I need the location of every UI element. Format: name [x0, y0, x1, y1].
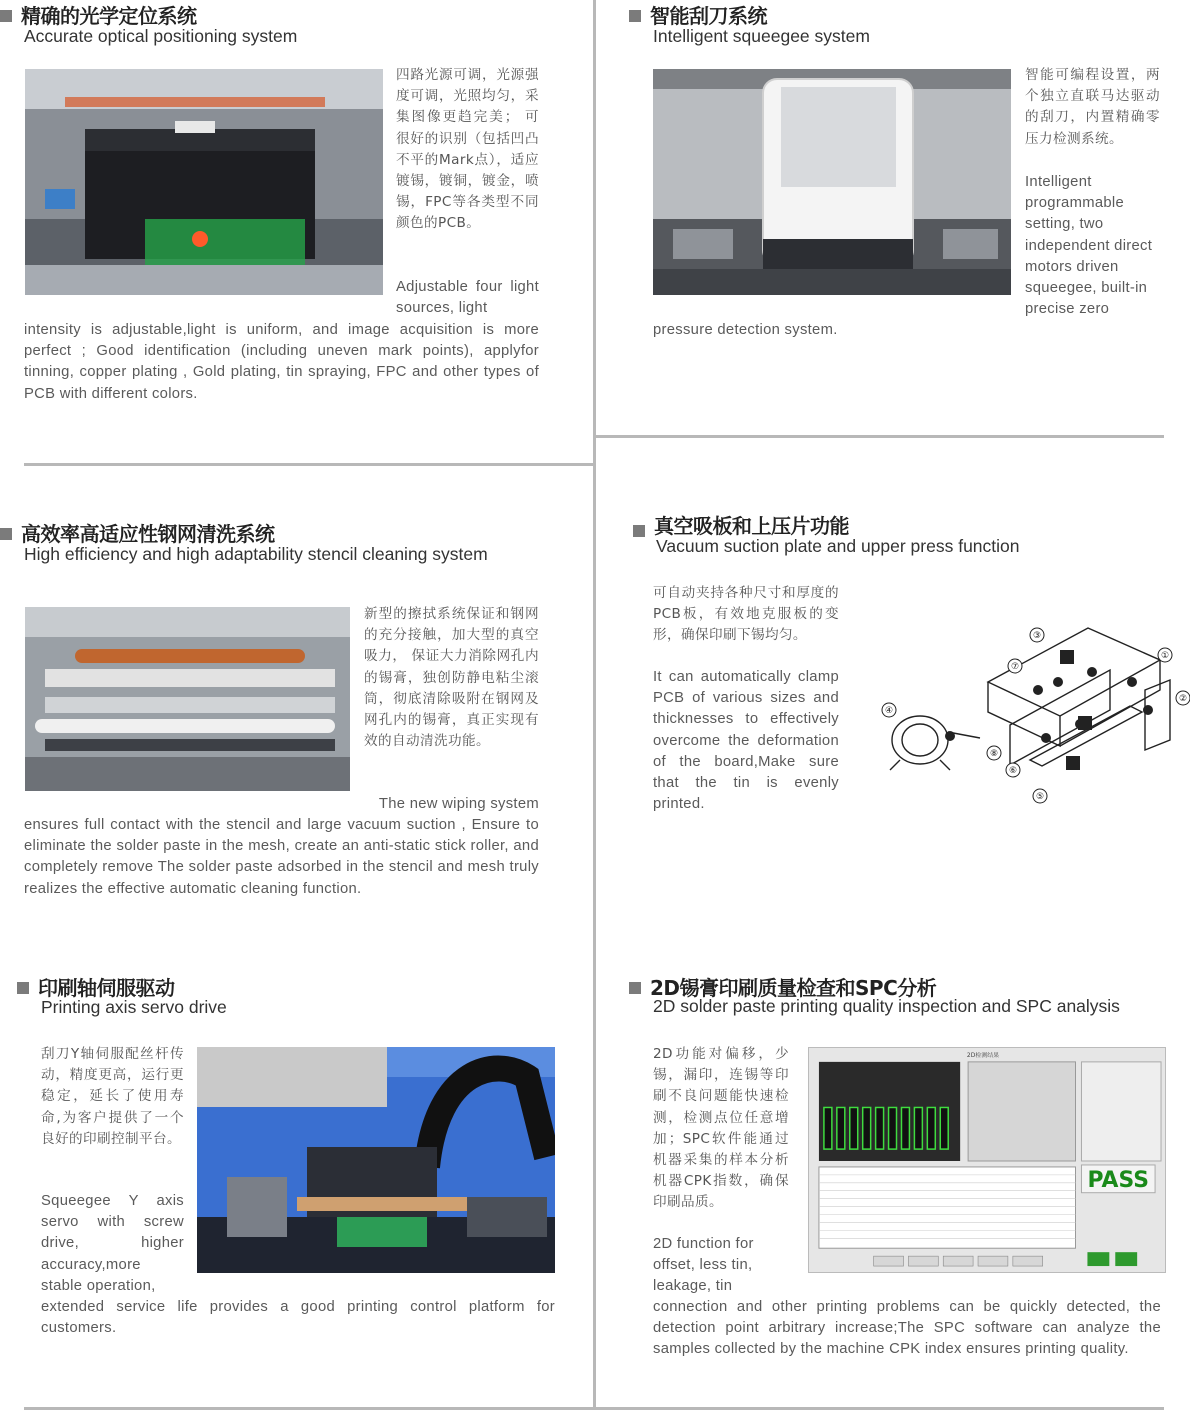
spc-desc-en-full: connection and other printing problems can be quickly detected, the detection point arbitrary increase;The SPC software can analyze the samples collected by the machine CPK index ensures printing quality. — [653, 1299, 1161, 1358]
diagram-label-5: ⑤ — [1035, 792, 1045, 802]
spc-pass-label: PASS — [1087, 1167, 1149, 1193]
squeegee-photo — [653, 69, 1011, 295]
diagram-label-2: ② — [1178, 694, 1188, 704]
cleaning-title-zh: 高效率高适应性钢网清洗系统 — [0, 518, 275, 547]
vacuum-diagram — [880, 620, 1190, 810]
cleaning-title-en: High efficiency and high adaptability stencil cleaning system — [24, 544, 488, 564]
divider-left-1 — [24, 463, 594, 466]
diagram-label-1: ① — [1160, 651, 1170, 661]
bullet-square-icon — [633, 525, 645, 537]
optical-desc-zh: 四路光源可调，光源强度可调，光照均匀，采集图像更趋完美； 可很好的识别（包括凹凸不平的Mark点），适应镀锡，镀铜，镀金，喷锡，FPC等各类型不同颜色的PCB。 — [396, 67, 539, 232]
spc-desc-zh: 2D功能对偏移，少锡，漏印，连锡等印刷不良问题能快速检测，检测点位任意增加；SPC软件能通过机器采集的样本分析机器CPK指数，确保印刷品质。 — [653, 1046, 789, 1211]
servo-desc-zh: 刮刀Y轴伺服配丝杆传动，精度更高，运行更稳定，延长了使用寿命,为客户提供了一个良好的印刷控制平台。 — [41, 1046, 184, 1147]
cleaning-photo — [25, 607, 350, 791]
spc-title-en: 2D solder paste printing quality inspection and SPC analysis — [653, 996, 1120, 1016]
diagram-label-6: ⑥ — [1008, 766, 1018, 776]
diagram-label-8: ⑧ — [989, 749, 999, 759]
spc-desc-en-side: 2D function for offset, less tin, leakage, tin — [653, 1236, 754, 1295]
spc-title-zh: 2D锡膏印刷质量检查和SPC分析 — [629, 972, 936, 1001]
squeegee-desc-en-full: pressure detection system. — [653, 322, 838, 338]
squeegee-title-en: Intelligent squeegee system — [653, 26, 870, 46]
cleaning-desc-zh: 新型的擦拭系统保证和钢网的充分接触，加大型的真空吸力， 保证大力消除网孔内的锡膏，独创防静电粘尘滚筒，彻底清除吸附在钢网及网孔内的锡膏，真正实现有效的自动清洗功能。 — [364, 606, 539, 750]
vacuum-title-en: Vacuum suction plate and upper press function — [656, 536, 1020, 556]
cleaning-desc-en-side: The new wiping system — [378, 796, 539, 812]
servo-photo — [197, 1047, 555, 1273]
cleaning-desc-en-full: ensures full contact with the stencil and large vacuum suction , Ensure to eliminate the solder paste in the mesh, create an anti-static stick roller, and completely remove The solder paste adsorbed in the stencil and mesh truly realizes the effective automatic cleaning function. — [24, 817, 539, 897]
diagram-label-4: ④ — [884, 706, 894, 716]
servo-title-en: Printing axis servo drive — [41, 997, 227, 1017]
squeegee-desc-en-side: Intelligent programmable setting, two independent direct motors driven squeegee, built-in precise zero — [1025, 174, 1153, 318]
diagram-label-7: ⑦ — [1010, 662, 1020, 672]
spc-screen-title: 2D检测结果 — [966, 1051, 1000, 1059]
servo-desc-en-full: extended service life provides a good printing control platform for customers. — [41, 1299, 555, 1337]
divider-right-1 — [596, 435, 1164, 438]
vacuum-desc-zh: 可自动夹持各种尺寸和厚度的PCB板，有效地克服板的变形，确保印刷下锡均匀。 — [653, 585, 839, 644]
squeegee-desc-zh: 智能可编程设置，两个独立直联马达驱动的刮刀，内置精确零压力检测系统。 — [1025, 67, 1160, 147]
optical-desc-en-full: intensity is adjustable,light is uniform, and image acquisition is more perfect ; Good identification (including uneven mark points), applyfor tinning, copper plating , Gold plating, tin spraying, FPC and other types of PCB with different colors. — [24, 322, 539, 402]
bullet-square-icon — [629, 982, 641, 994]
bullet-square-icon — [0, 528, 12, 540]
spc-screenshot — [808, 1047, 1166, 1273]
vacuum-desc-en: It can automatically clamp PCB of various sizes and thicknesses to effectively overcome the deformation of the board,Make sure that the tin is evenly printed. — [653, 669, 839, 813]
diagram-label-3: ③ — [1032, 631, 1042, 641]
squeegee-title-zh: 智能刮刀系统 — [629, 0, 767, 29]
optical-title-en: Accurate optical positioning system — [24, 26, 298, 46]
servo-desc-en-side: Squeegee Y axis servo with screw drive, higher accuracy,more stable operation, — [41, 1193, 184, 1294]
bullet-square-icon — [629, 10, 641, 22]
servo-title-zh: 印刷轴伺服驱动 — [17, 972, 175, 1001]
optical-title-zh: 精确的光学定位系统 — [0, 0, 197, 29]
vertical-divider — [593, 0, 596, 1410]
bullet-square-icon — [17, 982, 29, 994]
optical-desc-en-side: Adjustable four light sources, light — [396, 279, 539, 317]
vacuum-title-zh: 真空吸板和上压片功能 — [633, 510, 849, 539]
divider-bottom — [24, 1407, 1164, 1410]
bullet-square-icon — [0, 10, 12, 22]
optical-photo — [25, 69, 383, 295]
